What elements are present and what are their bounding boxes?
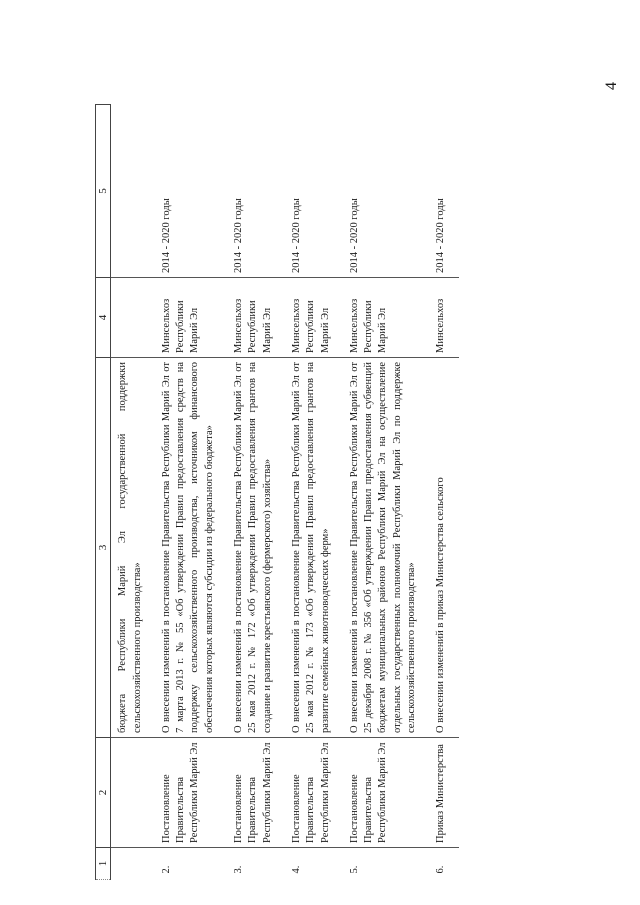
cell-period: 2014 - 2020 годы [285, 105, 343, 278]
table-row [429, 105, 458, 880]
table-header-row [96, 105, 111, 880]
cell-text: О внесении изменений в постановление Правительства Республики Марий Эл от 25 мая 2012 г. № 173 «Об утверждении Правил предоставления грантов на развитие семейных животноводческих ферм» [285, 358, 343, 738]
table-row [285, 105, 343, 880]
header-col-2: 2 [96, 738, 111, 848]
header-col-5: 5 [96, 105, 111, 278]
header-col-4: 4 [96, 278, 111, 358]
table-row [155, 105, 227, 880]
cell-num: 4. [290, 865, 302, 874]
cell-period: 2014 - 2020 годы [155, 105, 227, 278]
cell-text: О внесении изменений в постановление Правительства Республики Марий Эл от 7 марта 2013 г. № 55 «Об утверждении Правил предоставления средств на поддержку сельскохозяйственного производства, источником финансового обеспечения которых являются субсидии из федерального бюджета» [155, 358, 227, 738]
cell-period [111, 105, 155, 278]
cell-text: О внесении изменений в постановление Правительства Республики Марий Эл от 25 мая 2012 г. № 172 «Об утверждении Правил предоставления грантов на создание и развитие крестьянского (фермерского) хозяйства» [227, 358, 285, 738]
cell-period: 2014 - 2020 годы [227, 105, 285, 278]
cell-num: 5. [348, 865, 360, 874]
cell-doc-type: Постановление Правительства Республики Марий Эл [227, 738, 285, 848]
page-number: 4 [603, 82, 620, 90]
table-row [227, 105, 285, 880]
cell-num: 3. [233, 865, 245, 874]
cell-num: 2. [160, 865, 172, 874]
cell-text: О внесении изменений в постановление Правительства Республики Марий Эл от 25 декабря 2008 г. № 356 «Об утверждении Правил предоставления субвенций бюджетам муниципальных районов Республики Марий Эл на осуществление отдельных государственных полномочий Республики Марий Эл по поддержке сельскохозяйственного производства» [343, 358, 429, 738]
cell-period: 2014 - 2020 годы [343, 105, 429, 278]
rotated-page-content [95, 105, 585, 880]
table-row [343, 105, 429, 880]
cell-continuation-text: бюджета Республики Марий Эл государственной поддержки сельскохозяйственного производства» [111, 358, 155, 738]
document-table [95, 104, 459, 880]
cell-doc-type: Постановление Правительства Республики Марий Эл [343, 738, 429, 848]
cell-executor: Минсельхоз Республики Марий Эл [227, 278, 285, 358]
header-col-1: 1 [96, 848, 111, 880]
cell-num [111, 848, 155, 880]
header-col-3: 3 [96, 358, 111, 738]
cell-executor: Минсельхоз Республики Марий Эл [155, 278, 227, 358]
cell-executor [111, 278, 155, 358]
cell-text: О внесении изменений в приказ Министерства сельского [429, 358, 458, 738]
cell-executor: Минсельхоз Республики Марий Эл [285, 278, 343, 358]
cell-period: 2014 - 2020 годы [429, 105, 458, 278]
table-row-continuation [111, 105, 155, 880]
cell-num: 6. [435, 865, 447, 874]
cell-doc-type [111, 738, 155, 848]
cell-executor: Минсельхоз Республики Марий Эл [343, 278, 429, 358]
cell-doc-type: Приказ Министерства [429, 738, 458, 848]
cell-doc-type: Постановление Правительства Республики Марий Эл [285, 738, 343, 848]
cell-executor: Минсельхоз [429, 278, 458, 358]
cell-doc-type: Постановление Правительства Республики Марий Эл [155, 738, 227, 848]
